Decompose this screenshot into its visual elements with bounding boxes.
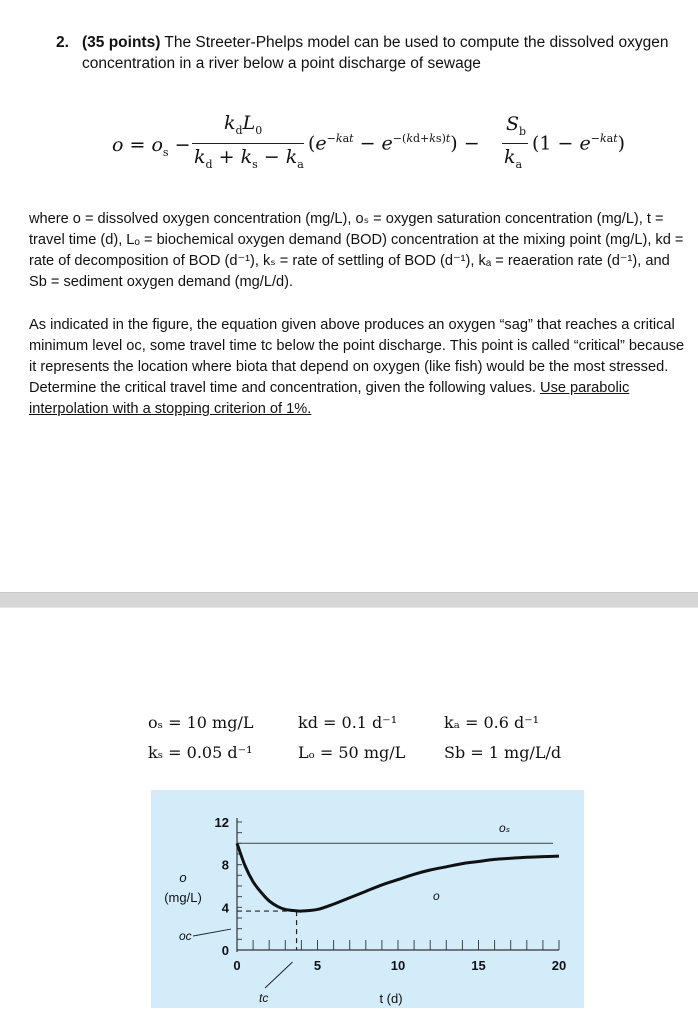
x-tick-label: 10 <box>390 958 406 973</box>
x-tick-label: 20 <box>551 958 567 973</box>
problem-points: (35 points) <box>82 34 161 51</box>
param-kd: kd = 0.1 d⁻¹ <box>298 713 398 732</box>
instructions-paragraph <box>29 315 689 420</box>
problem-title-line1: The Streeter-Phelps model can be used to compute the dissolved oxygen <box>164 34 669 51</box>
param-os: oₛ = 10 mg/L <box>148 713 254 732</box>
problem-heading <box>56 32 686 74</box>
problem-number: 2. <box>56 34 69 51</box>
y-tick-label: 12 <box>214 815 229 830</box>
param-Sb: Sb = 1 mg/L/d <box>444 743 562 762</box>
x-minor-ticks <box>237 822 559 950</box>
x-tick-label: 15 <box>471 958 486 973</box>
x-tick-label: 5 <box>313 958 322 973</box>
y-tick-label: 0 <box>221 943 229 958</box>
os-curve-label: oₛ <box>499 821 511 835</box>
y-axis-symbol: o <box>179 870 187 885</box>
instructions-text: As indicated in the figure, the equation given above produces an oxygen “sag” that reaches a critical minimum level oc, some travel time tc below the point discharge. This point is called “critical” because it represents the location where biota that depend on oxygen (like fish) would be the most stressed. Determine the critical travel time and concentration, given the following values. <box>29 317 685 396</box>
param-Lo: Lₒ = 50 mg/L <box>298 743 406 762</box>
x-tick-label: 0 <box>233 958 241 973</box>
param-ks: kₛ = 0.05 d⁻¹ <box>148 743 253 762</box>
tc-label: tc <box>259 991 269 1005</box>
problem-title-line2: concentration in a river below a point discharge of sewage <box>82 55 481 72</box>
critical-level-arrow <box>193 929 231 936</box>
definitions-paragraph: where o = dissolved oxygen concentration (mg/L), oₛ = oxygen saturation concentration (mg/L), t = travel time (d), Lₒ = biochemical oxygen demand (BOD) concentration at the mixing point (mg/L), kd = rate of decomposition of BOD (d⁻¹), kₛ = rate of settling of BOD (d⁻¹), kₐ = reaeration rate (d⁻¹), and Sb = sediment oxygen demand (mg/L/d). <box>29 211 684 290</box>
stopping-criterion-text: Use parabolic interpolation with a stopping criterion of 1%. <box>29 380 630 417</box>
section-divider <box>0 592 698 608</box>
oxygen-sag-curve <box>237 843 559 911</box>
streeter-phelps-equation: $o = o_s$ − $k_dL_0$ $k_d + k_s - k_a$ $(e^{-kat} - e^{-(kd+ks)t})$ − $S_b$ $k_a$ $(1 - e^{-kat})$ <box>112 112 626 171</box>
parameter-values <box>148 713 588 769</box>
y-axis-units: (mg/L) <box>164 890 202 905</box>
oxygen-sag-figure <box>151 790 584 1008</box>
oxygen-sag-chart <box>151 790 584 1008</box>
param-ka: kₐ = 0.6 d⁻¹ <box>444 713 540 732</box>
oc-label: oc <box>179 929 192 943</box>
x-axis-label: t (d) <box>379 991 403 1006</box>
y-tick-label: 8 <box>221 857 229 873</box>
o-curve-label: o <box>433 889 440 903</box>
critical-time-arrow <box>265 962 293 988</box>
y-tick-label: 4 <box>221 900 229 916</box>
